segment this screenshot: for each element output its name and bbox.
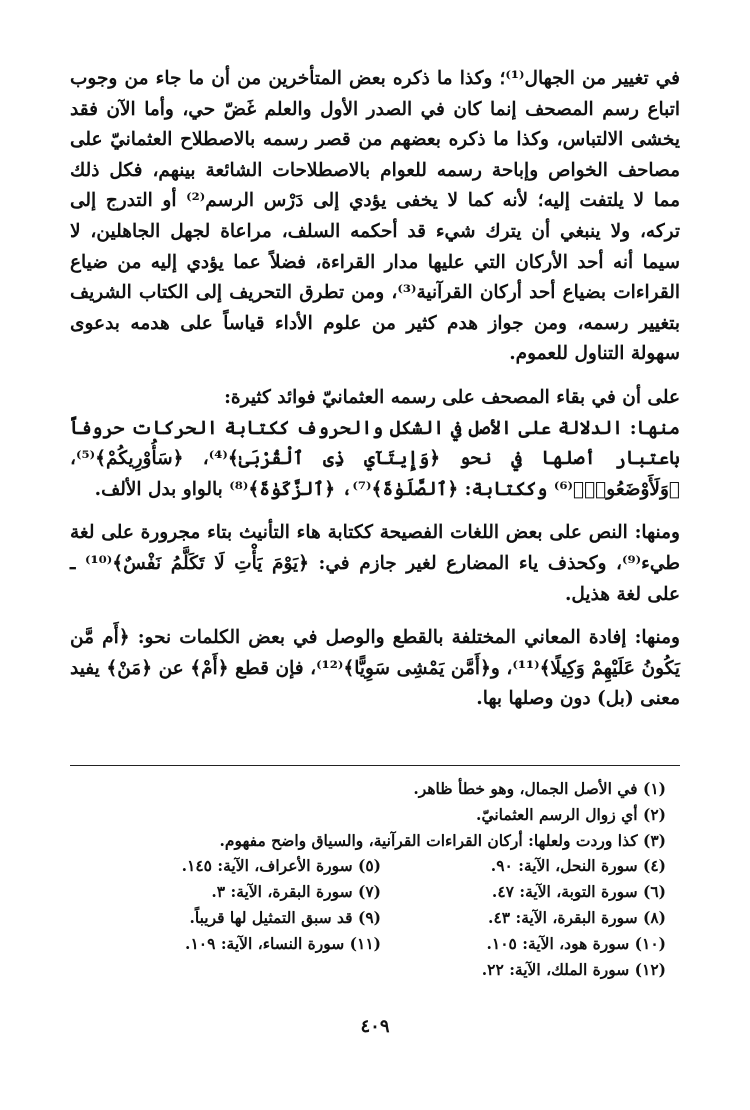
footnote-2: (٢) أي زوال الرسم العثمانيّ.: [476, 804, 666, 824]
paragraph-3: منها: الدلالة على الأصل في الشكل والحروف ككتابة الحركات حروفاً باعتبار أصلها في نحو ﴿وَإِيتَآيِ ذِى ٱلْقُرْبَىٰ﴾⁽⁴⁾، ﴿سَأُوْرِيكُمْ﴾⁽⁵⁾، ﴿وَلَأَوْضَعُوا۟﴾⁽⁶⁾ وككتابة: ﴿ٱلصَّلَوٰةَ﴾⁽⁷⁾، ﴿ٱلزَّكَوٰةَ﴾⁽⁸⁾ بالواو بدل الألف.: [70, 417, 680, 500]
footnote-3: (٣) كذا وردت ولعلها: أركان القراءات القرآنية، والسياق واضح مفهوم.: [219, 830, 666, 850]
footnote-12: (١٢) سورة الملك، الآية: ٢٢.: [481, 959, 666, 979]
footnote-divider: [70, 765, 680, 766]
footnote-8: (٨) سورة البقرة، الآية: ٤٣.: [488, 907, 666, 927]
paragraph-1: في تغيير من الجهال⁽¹⁾؛ وكذا ما ذكره بعض المتأخرين من أن ما جاء من وجوب اتباع رسم المصحف إنما كان في الصدر الأول والعلم غَضّ حي، وأما الآن فقد يخشى الالتباس، وكذا ما ذكره بعضهم من قصر رسمه بالاصطلاح العثمانيّ على مصاحف الخواص وإباحة رسمه للعوام بالاصطلاحات الشائعة بينهم، فكل ذلك مما لا يلتفت إليه؛ لأنه كما لا يخفى يؤدي إلى دَرْس الرسم⁽²⁾ أو التدرج إلى تركه، ولا ينبغي أن يترك شيء قد أحكمه السلف، مراعاة لجهل الجاهلين، لا سيما أنه أحد الأركان التي عليها مدار القراءة، فضلاً عما يؤدي إليه من ضياع القراءات بضياع أحد أركان القرآنية⁽³⁾، ومن تطرق التحريف إلى الكتاب الشريف بتغيير رسمه، ومن جواز هدم كثير من علوم الأداء قياساً على هدمه بدعوى سهولة التناول للعموم.: [70, 68, 681, 365]
footnote-10: (١٠) سورة هود، الآية: ١٠٥.: [486, 933, 666, 953]
footnotes: [96, 776, 666, 982]
footnote-9: (٩) قد سبق التمثيل لها قريباً.: [189, 907, 381, 927]
page-number: ٤٠٩: [360, 1016, 390, 1037]
footnote-4: (٤) سورة النحل، الآية: ٩٠.: [490, 856, 666, 876]
main-text: [70, 64, 680, 715]
paragraph-5: ومنها: إفادة المعاني المختلفة بالقطع والوصل في بعض الكلمات نحو: ﴿أَم مَّن يَكُونُ عَلَيْهِمْ وَكِيلًا﴾⁽¹¹⁾، و﴿أَمَّن يَمْشِى سَوِيًّا﴾⁽¹²⁾، فإن قطع ﴿أَمْ﴾ عن ﴿مَنْ﴾ يفيد معنى (بل) دون وصلها بها.: [70, 627, 680, 710]
footnote-7: (٧) سورة البقرة، الآية: ٣.: [211, 882, 381, 902]
footnote-5: (٥) سورة الأعراف، الآية: ١٤٥.: [181, 856, 381, 876]
paragraph-4: ومنها: النص على بعض اللغات الفصيحة ككتابة هاء التأنيث بتاء مجرورة على لغة طيء⁽⁹⁾، وكحذف ياء المضارع لغير جازم في: ﴿يَوْمَ يَأْتِ لَا تَكَلَّمُ نَفْسٌ﴾⁽¹⁰⁾ ـ على لغة هذيل.: [70, 522, 680, 605]
footnote-1: (١) في الأصل الجمال، وهو خطأ ظاهر.: [413, 779, 666, 798]
footnote-11: (١١) سورة النساء، الآية: ١٠٩.: [185, 933, 381, 953]
paragraph-2: على أن في بقاء المصحف على رسمه العثمانيّ فوائد كثيرة:: [224, 386, 680, 408]
footnote-6: (٦) سورة التوبة، الآية: ٤٧.: [491, 882, 666, 902]
